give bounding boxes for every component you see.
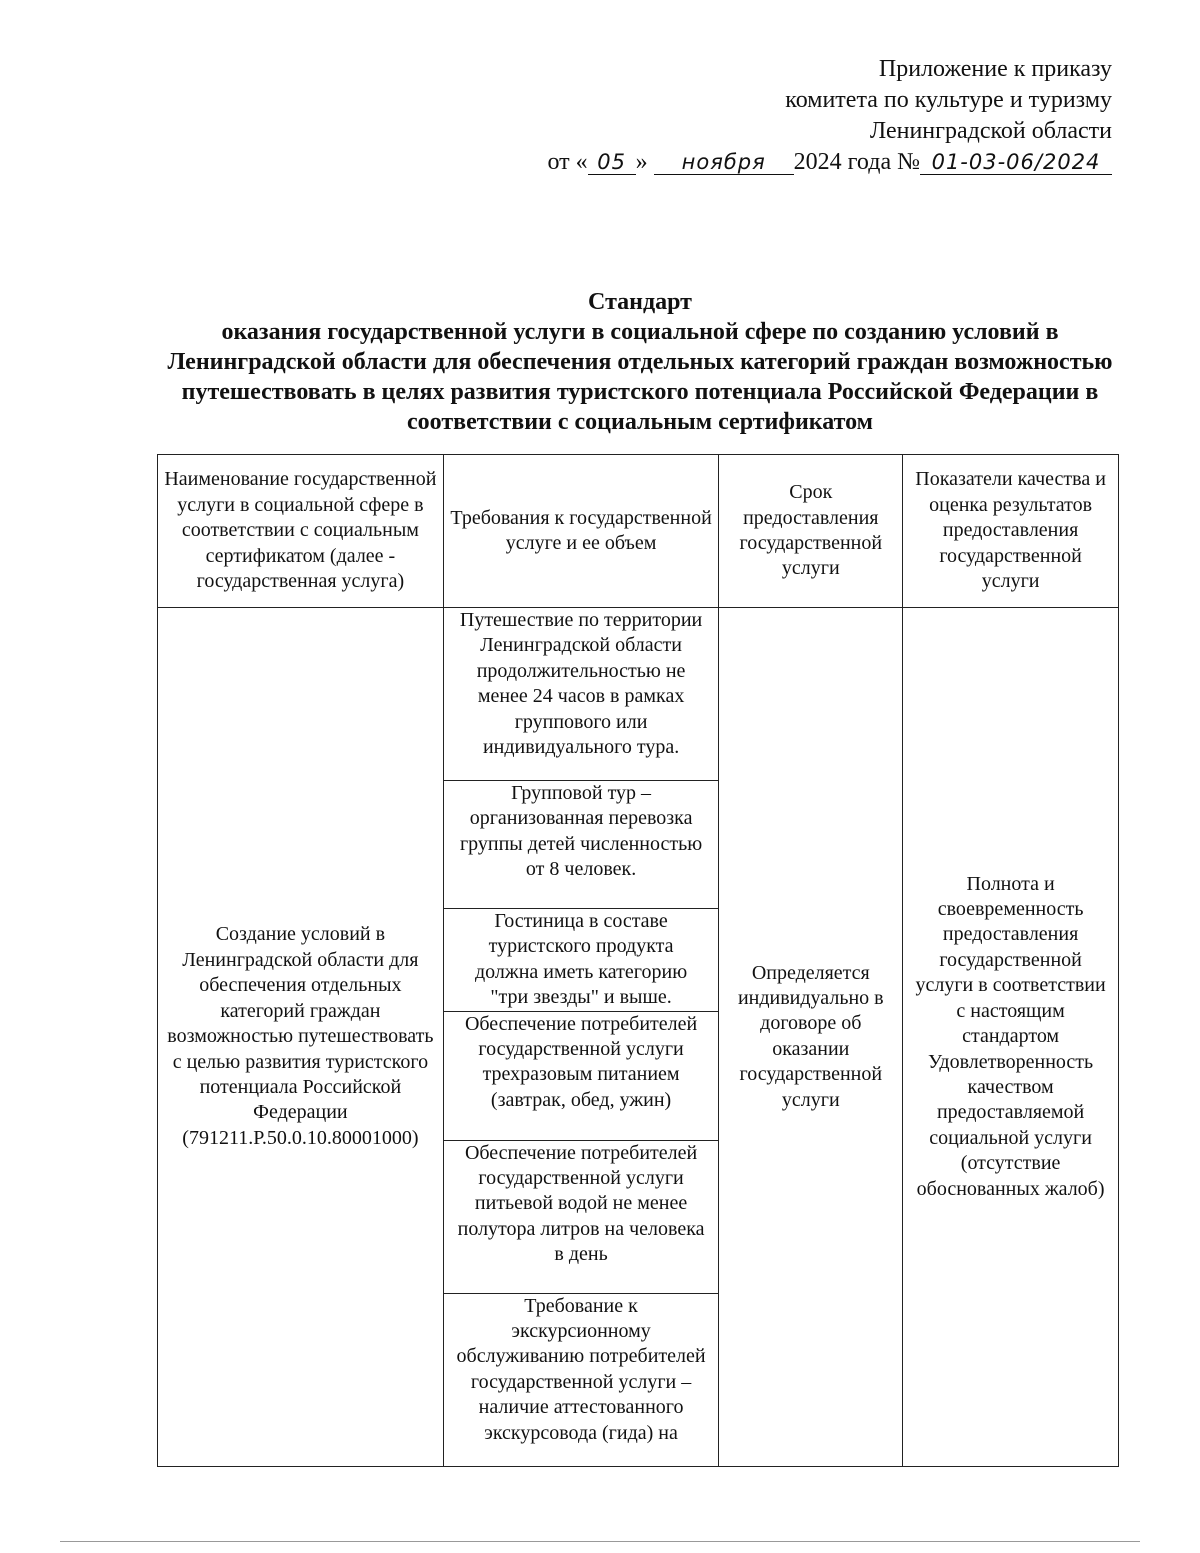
handwritten-month: ноября	[654, 150, 794, 175]
term-cell: Определяется индивидуально в договоре об оказании государственной услуги	[719, 608, 903, 1467]
requirement-cell: Групповой тур – организованная перевозка группы детей численностью от 8 человек.	[443, 781, 719, 909]
requirement-cell: Путешествие по территории Ленинградской области продолжительностью не менее 24 часов в рамках группового или индивидуального тура.	[443, 608, 719, 781]
header-quality: Показатели качества и оценка результатов предоставления государственной услуги	[903, 455, 1119, 608]
table-row	[158, 608, 1119, 781]
requirement-cell: Обеспечение потребителей государственной услуги трехразовым питанием (завтрак, обед, ужин)	[443, 1011, 719, 1140]
appendix-header	[548, 54, 1113, 178]
handwritten-order-number: 01-03-06/2024	[920, 150, 1112, 175]
header-service-name: Наименование государственной услуги в социальной сфере в соответствии с социальным сертификатом (далее - государственная услуга)	[158, 455, 444, 608]
title-heading: Стандарт	[588, 289, 692, 315]
requirement-cell: Обеспечение потребителей государственной услуги питьевой водой не менее полутора литров на человека в день	[443, 1140, 719, 1293]
requirement-cell: Гостиница в составе туристского продукта должна иметь категорию "три звезды" и выше.	[443, 909, 719, 1012]
date-mid: »	[635, 149, 648, 175]
title-subheading: оказания государственной услуги в социальной сфере по созданию условий в Ленинградской области для обеспечения отдельных категорий граждан возможностью путешествовать в целях развития туристского потенциала Российской Федерации в соответствии с социальным сертификатом	[167, 319, 1113, 435]
requirement-cell: Требование к экскурсионному обслуживанию потребителей государственной услуги – наличие аттестованного экскурсовода (гида) на	[443, 1293, 719, 1466]
date-year: 2024 года №	[793, 149, 920, 175]
standard-table	[157, 454, 1119, 1467]
appendix-line-3: Ленинградской области	[869, 118, 1112, 144]
service-name-cell: Создание условий в Ленинградской области для обеспечения отдельных категорий граждан возможностью путешествовать с целью развития туристского потенциала Российской Федерации (791211.Р.50.0.10.80001000)	[158, 608, 444, 1467]
table-header-row	[158, 455, 1119, 608]
date-prefix: от «	[547, 149, 588, 175]
header-requirements: Требования к государственной услуге и ее объем	[443, 455, 719, 608]
appendix-line-1: Приложение к приказу	[878, 56, 1112, 82]
handwritten-day: 05	[588, 150, 636, 175]
appendix-line-2: комитета по культуре и туризму	[785, 87, 1112, 113]
order-date-line	[548, 147, 1113, 178]
document-title	[160, 287, 1120, 437]
quality-cell: Полнота и своевременность предоставления государственной услуги в соответствии с настоящим стандартом Удовлетворенность качеством предоставляемой социальной услуги (отсутствие обоснованных жалоб)	[903, 608, 1119, 1467]
header-term: Срок предоставления государственной услуги	[719, 455, 903, 608]
page-bottom-divider	[60, 1541, 1140, 1542]
